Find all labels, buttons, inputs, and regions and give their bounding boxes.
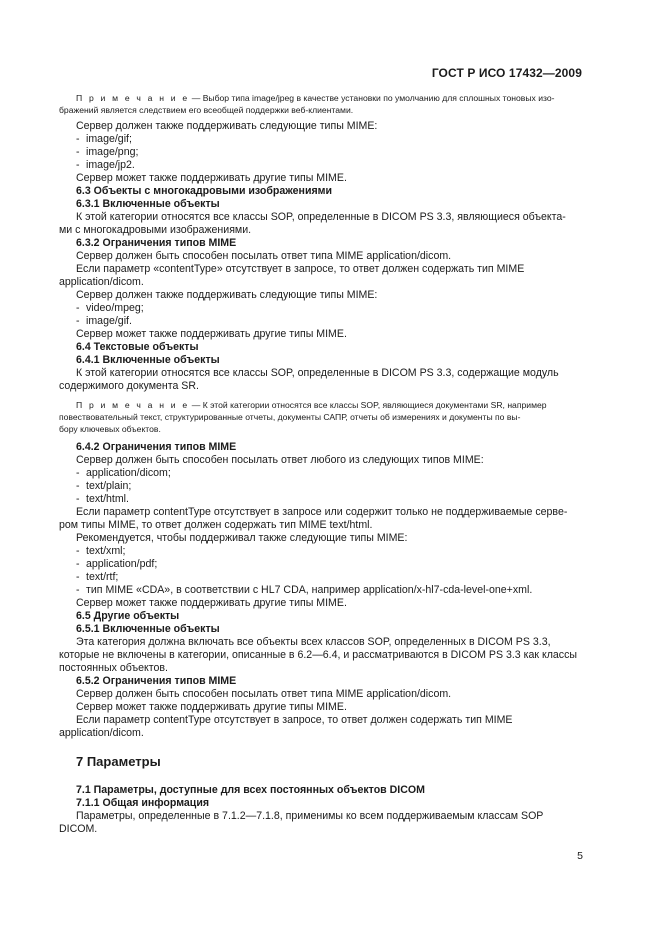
list-item: - image/jp2. (76, 159, 135, 171)
paragraph-cont: ром типы MIME, то ответ должен содержать тип MIME text/html. (59, 519, 373, 531)
section-heading: 7.1 Параметры, доступные для всех постоянных объектов DICOM (76, 784, 425, 796)
subsection-heading: 7.1.1 Общая информация (76, 797, 210, 809)
list-item: - image/gif. (76, 315, 132, 327)
section-heading: 6.4 Текстовые объекты (76, 341, 199, 353)
page-number: 5 (577, 850, 583, 862)
list-item: - application/pdf; (76, 558, 158, 570)
paragraph: Параметры, определенные в 7.1.2—7.1.8, применимы ко всем поддерживаемым классам SOP (76, 810, 544, 822)
paragraph: Сервер должен быть способен посылать ответ типа MIME application/dicom. (76, 250, 452, 262)
paragraph: Если параметр contentType отсутствует в запросе или содержит только не поддерживаемые серве- (76, 506, 568, 518)
paragraph: К этой категории относятся все классы SOP, определенные в DICOM PS 3.3, являющиеся объекта- (76, 211, 566, 223)
paragraph-cont: DICOM. (59, 823, 98, 835)
subsection-heading: 6.4.1 Включенные объекты (76, 354, 220, 366)
note-text: — Выбор типа image/jpeg в качестве установки по умолчанию для сплошных тоновых изо- (189, 93, 555, 103)
subsection-heading: 6.5.1 Включенные объекты (76, 623, 220, 635)
paragraph: Сервер должен быть способен посылать ответ типа MIME application/dicom. (76, 688, 452, 700)
note-text: — К этой категории относятся все классы SOP, являющиеся документами SR, например (189, 400, 547, 410)
paragraph: Сервер может также поддерживать другие типы MIME. (76, 328, 347, 340)
paragraph: Рекомендуется, чтобы поддерживал также следующие типы MIME: (76, 532, 408, 544)
subsection-heading: 6.4.2 Ограничения типов MIME (76, 441, 237, 453)
list-item: - тип MIME «CDA», в соответствии с HL7 CDA, например application/x-hl7-cda-level-one+xml. (76, 584, 533, 596)
paragraph: Сервер может также поддерживать другие типы MIME. (76, 172, 347, 184)
paragraph-cont: содержимого документа SR. (59, 380, 199, 392)
list-item: - text/rtf; (76, 571, 119, 583)
note-2 (59, 399, 583, 435)
list-item: - text/html. (76, 493, 129, 505)
list-item: - image/png; (76, 146, 139, 158)
paragraph: Сервер должен также поддерживать следующие типы MIME: (76, 120, 378, 132)
note-text-cont: повествовательный текст, структурированные отчеты, документы САПР, отчеты об измерениях и документы по вы- (59, 412, 521, 422)
list-item: - image/gif; (76, 133, 132, 145)
paragraph: Если параметр contentType отсутствует в запросе, то ответ должен содержать тип MIME (76, 714, 513, 726)
paragraph-cont: application/dicom. (59, 727, 144, 739)
standard-header: ГОСТ Р ИСО 17432—2009 (431, 66, 582, 80)
subsection-heading: 6.3.2 Ограничения типов MIME (76, 237, 237, 249)
note-1 (59, 92, 583, 116)
paragraph-cont: ми с многокадровыми изображениями. (59, 224, 252, 236)
note-label: П р и м е ч а н и е (76, 400, 190, 410)
list-item: - video/mpeg; (76, 302, 144, 314)
paragraph: Сервер должен быть способен посылать ответ любого из следующих типов MIME: (76, 454, 484, 466)
paragraph: Эта категория должна включать все объекты всех классов SOP, определенных в DICOM PS 3.3, (76, 636, 551, 648)
paragraph: Сервер должен также поддерживать следующие типы MIME: (76, 289, 378, 301)
subsection-heading: 6.5.2 Ограничения типов MIME (76, 675, 237, 687)
section-heading: 6.3 Объекты с многокадровыми изображениями (76, 185, 333, 197)
section-heading: 6.5 Другие объекты (76, 610, 180, 622)
paragraph-cont: application/dicom. (59, 276, 144, 288)
list-item: - application/dicom; (76, 467, 171, 479)
paragraph: Сервер может также поддерживать другие типы MIME. (76, 597, 347, 609)
note-text-cont: бору ключевых объектов. (59, 424, 161, 434)
list-item: - text/xml; (76, 545, 126, 557)
paragraph: Сервер может также поддерживать другие типы MIME. (76, 701, 347, 713)
subsection-heading: 6.3.1 Включенные объекты (76, 198, 220, 210)
note-label: П р и м е ч а н и е (76, 93, 190, 103)
paragraph-cont: которые не включены в категории, описанные в 6.2—6.4, и рассматриваются в DICOM PS 3.3 как классы (59, 649, 578, 661)
paragraph: К этой категории относятся все классы SOP, определенные в DICOM PS 3.3, содержащие модуль (76, 367, 559, 379)
paragraph: Если параметр «contentType» отсутствует в запросе, то ответ должен содержать тип MIME (76, 263, 525, 275)
chapter-heading: 7 Параметры (76, 754, 161, 769)
paragraph-cont: постоянных объектов. (59, 662, 168, 674)
page-body (59, 92, 583, 836)
list-item: - text/plain; (76, 480, 132, 492)
note-text-cont: бражений является следствием его всеобщей поддержки веб-клиентами. (59, 105, 354, 115)
